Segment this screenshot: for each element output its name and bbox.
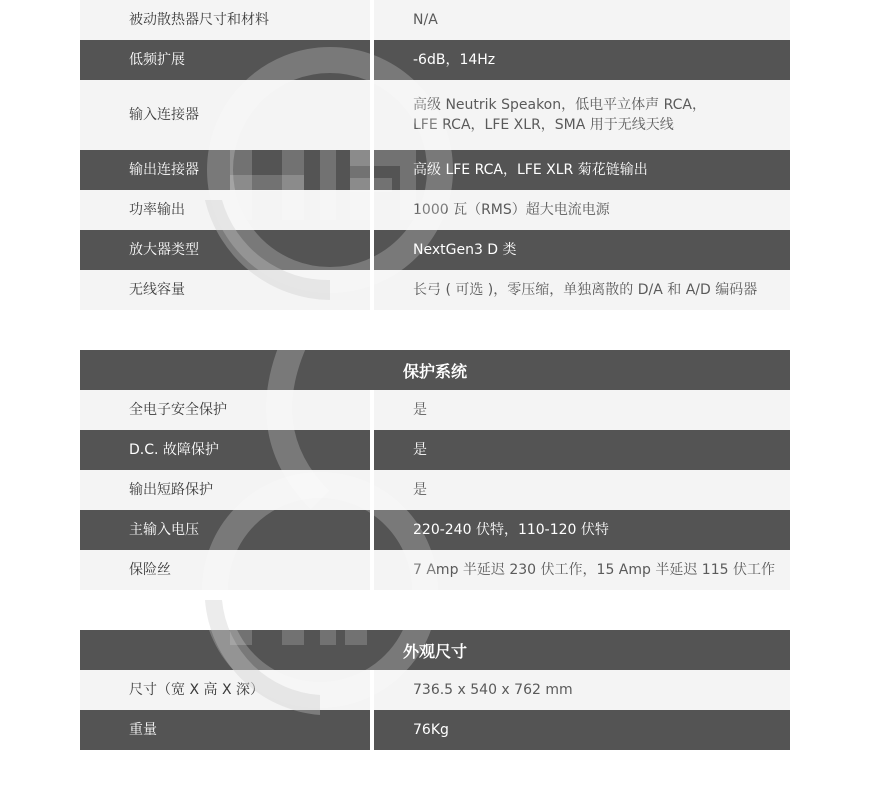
spec-row [80, 80, 790, 150]
section-title: 外观尺寸 [80, 630, 790, 670]
section-title: 保护系统 [80, 350, 790, 390]
spec-row [80, 40, 790, 80]
spec-row [80, 190, 790, 230]
spec-row [80, 430, 790, 470]
spec-label: 输出短路保护 [80, 470, 370, 510]
spec-table-protection [80, 350, 790, 590]
spec-value: 7 Amp 半延迟 230 伏工作，15 Amp 半延迟 115 伏工作 [374, 550, 790, 590]
spec-value: N/A [374, 0, 790, 40]
spec-value: 1000 瓦（RMS）超大电流电源 [374, 190, 790, 230]
spec-row [80, 510, 790, 550]
spec-value-line: LFE RCA，LFE XLR，SMA 用于无线天线 [413, 117, 674, 133]
spec-table-general [80, 0, 790, 310]
spec-label: 放大器类型 [80, 230, 370, 270]
spec-label: 保险丝 [80, 550, 370, 590]
spec-row [80, 0, 790, 40]
spec-value: 是 [374, 430, 790, 470]
spec-row [80, 390, 790, 430]
spec-label: 被动散热器尺寸和材料 [80, 0, 370, 40]
spec-label: D.C. 故障保护 [80, 430, 370, 470]
spec-row [80, 150, 790, 190]
spec-label: 尺寸（宽 X 高 X 深） [80, 670, 370, 710]
spec-value: 是 [374, 390, 790, 430]
spec-label: 无线容量 [80, 270, 370, 310]
spec-label: 主输入电压 [80, 510, 370, 550]
spec-row [80, 670, 790, 710]
spec-table-dimensions [80, 630, 790, 750]
spec-value: 220-240 伏特，110-120 伏特 [374, 510, 790, 550]
spec-row [80, 550, 790, 590]
spec-label: 重量 [80, 710, 370, 750]
spec-value-line: 高级 Neutrik Speakon，低电平立体声 RCA， [413, 97, 706, 113]
spec-row [80, 230, 790, 270]
spec-label: 输出连接器 [80, 150, 370, 190]
spec-value: 76Kg [374, 710, 790, 750]
spec-label: 全电子安全保护 [80, 390, 370, 430]
spec-label: 低频扩展 [80, 40, 370, 80]
spec-row [80, 710, 790, 750]
spec-row [80, 470, 790, 510]
spec-value: NextGen3 D 类 [374, 230, 790, 270]
spec-value: 736.5 x 540 x 762 mm [374, 670, 790, 710]
spec-value: 高级 LFE RCA，LFE XLR 菊花链输出 [374, 150, 790, 190]
spec-value: 是 [374, 470, 790, 510]
spec-row [80, 270, 790, 310]
spec-value: -6dB，14Hz [374, 40, 790, 80]
spec-label: 功率输出 [80, 190, 370, 230]
spec-label: 输入连接器 [80, 80, 370, 150]
spec-value [374, 80, 790, 150]
spec-value: 长弓 ( 可选 )，零压缩，单独离散的 D/A 和 A/D 编码器 [374, 270, 790, 310]
